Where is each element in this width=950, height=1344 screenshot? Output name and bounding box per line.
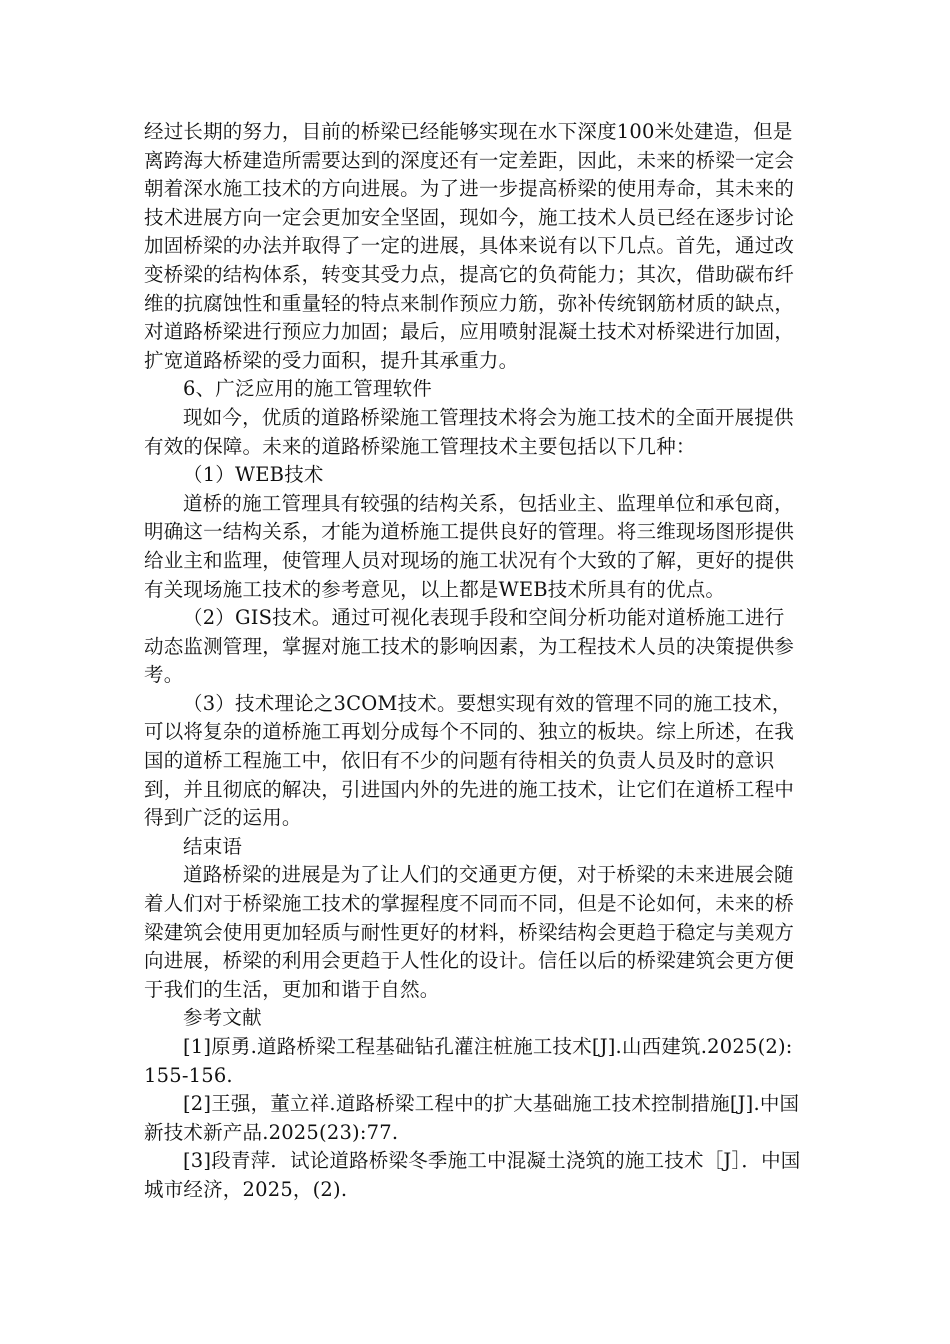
paragraph-gis-technology: （2）GIS技术。通过可视化表现手段和空间分析功能对道桥施工进行动态监测管理，掌握对施工技术的影响因素，为工程技术人员的决策提供参考。: [144, 606, 795, 687]
subheading-web-technology: （1）WEB技术: [183, 463, 324, 487]
paragraph-3com-technology: （3）技术理论之3COM技术。要想实现有效的管理不同的施工技术，可以将复杂的道桥施工再划分成每个不同的、独立的板块。综上所述，在我国的道桥工程施工中，依旧有不少的问题有待相关的负责人员及时的意识到，并且彻底的解决，引进国内外的先进的施工技术，让它们在道桥工程中得到广泛的运用。: [144, 691, 795, 830]
document-body: [144, 118, 804, 1205]
section-heading-conclusion: 结束语: [183, 834, 243, 858]
section-heading-management-software: 6、广泛应用的施工管理软件: [183, 377, 433, 401]
paragraph-bridge-reinforcement: 经过长期的努力，目前的桥梁已经能够实现在水下深度100米处建造，但是离跨海大桥建造所需要达到的深度还有一定差距，因此，未来的桥梁一定会朝着深水施工技术的方向进展。为了进一步提高桥梁的使用寿命，其未来的技术进展方向一定会更加安全坚固，现如今，施工技术人员已经在逐步讨论加固桥梁的办法并取得了一定的进展，具体来说有以下几点。首先，通过改变桥梁的结构体系，转变其受力点，提高它的负荷能力；其次，借助碳布纤维的抗腐蚀性和重量轻的特点来制作预应力筋，弥补传统钢筋材质的缺点，对道路桥梁进行预应力加固；最后，应用喷射混凝土技术对桥梁进行加固，扩宽道路桥梁的受力面积，提升其承重力。: [144, 120, 795, 372]
paragraph-web-technology: 道桥的施工管理具有较强的结构关系，包括业主、监理单位和承包商，明确这一结构关系，才能为道桥施工提供良好的管理。将三维现场图形提供给业主和监理，使管理人员对现场的施工状况有个大致的了解，更好的提供有关现场施工技术的参考意见，以上都是WEB技术所具有的优点。: [144, 491, 795, 601]
paragraph-conclusion: 道路桥梁的进展是为了让人们的交通更方便，对于桥梁的未来进展会随着人们对于桥梁施工技术的掌握程度不同而不同，但是不论如何，未来的桥梁建筑会使用更加轻质与耐性更好的材料，桥梁结构会更趋于稳定与美观方向进展，桥梁的利用会更趋于人性化的设计。信任以后的桥梁建筑会更方便于我们的生活，更加和谐于自然。: [144, 863, 795, 1001]
section-heading-references: 参考文献: [183, 1006, 262, 1030]
reference-item-3: [3]段青萍．试论道路桥梁冬季施工中混凝土浇筑的施工技术［J］．中国城市经济，2025，(2).: [144, 1149, 801, 1201]
reference-item-2: [2]王强，董立祥.道路桥梁工程中的扩大基础施工技术控制措施[J].中国新技术新产品.2025(23):77.: [144, 1092, 800, 1144]
paragraph-management-intro: 现如今，优质的道路桥梁施工管理技术将会为施工技术的全面开展提供有效的保障。未来的道路桥梁施工管理技术主要包括以下几种：: [144, 405, 794, 458]
reference-item-1: [1]原勇.道路桥梁工程基础钻孔灌注桩施工技术[J].山西建筑.2025(2):155-156.: [144, 1035, 793, 1087]
